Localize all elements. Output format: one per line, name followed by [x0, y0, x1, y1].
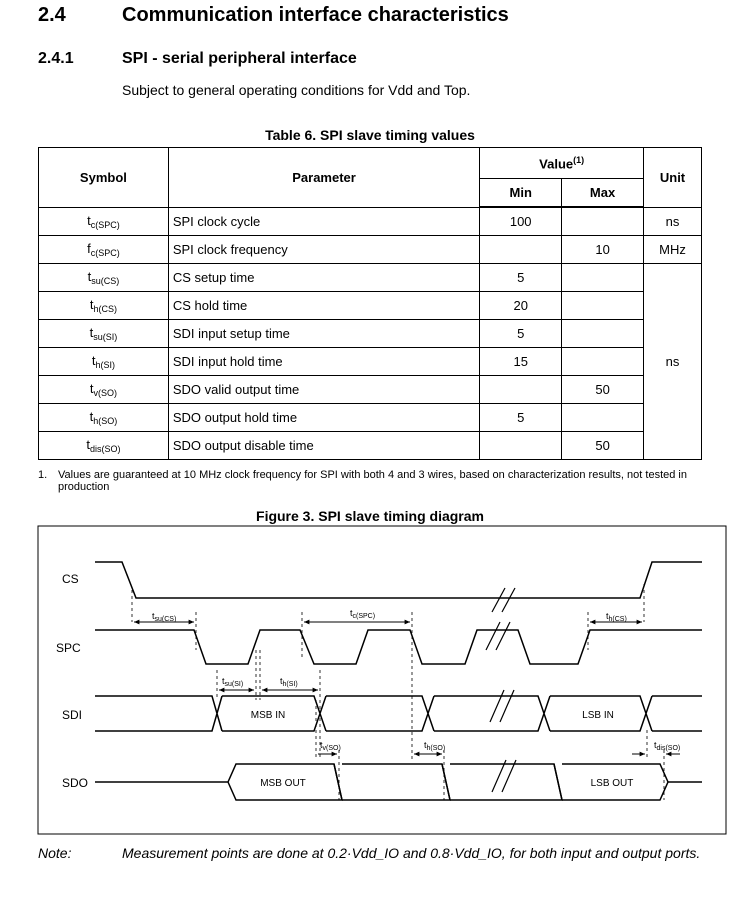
header-parameter: Parameter — [168, 148, 479, 208]
sdo-label: SDO — [62, 776, 89, 790]
figure-caption: Figure 3. SPI slave timing diagram — [256, 508, 484, 524]
parameter-cell: SDO valid output time — [168, 376, 479, 404]
sdi-label: SDI — [62, 708, 83, 722]
parameter-cell: SPI clock cycle — [168, 207, 479, 236]
subsection-number: 2.4.1 — [38, 50, 74, 67]
parameter-cell: SDI input setup time — [168, 320, 479, 348]
unit-cell: MHz — [644, 236, 702, 264]
footnote-text: Values are guaranteed at 10 MHz clock frequency for SPI with both 4 and 3 wires, based on characterization results, not tested in production — [58, 469, 687, 493]
parameter-cell: CS hold time — [168, 292, 479, 320]
tc-spc-label: $t_{c(SPC)}$ — [350, 608, 376, 620]
min-cell: 20 — [480, 292, 562, 320]
min-cell: 5 — [480, 404, 562, 432]
symbol-cell: $t_{h(SO)}$ — [39, 404, 169, 432]
note-text: Measurement points are done at 0.2·Vdd_IO and 0.8·Vdd_IO, for both input and output ports. — [122, 845, 701, 861]
max-cell: 50 — [562, 432, 644, 460]
symbol-cell: $t_{v(SO)}$ — [39, 376, 169, 404]
spc-waveform — [95, 630, 702, 664]
parameter-cell: SDO output hold time — [168, 404, 479, 432]
max-cell: 10 — [562, 236, 644, 264]
parameter-cell: CS setup time — [168, 264, 479, 292]
unit-cell-merged: ns — [644, 264, 702, 460]
min-cell: 15 — [480, 348, 562, 376]
symbol-cell: $t_{su(CS)}$ — [39, 264, 169, 292]
cs-waveform — [95, 562, 702, 598]
note-label: Note: — [38, 845, 72, 861]
cs-label: CS — [62, 572, 79, 586]
lsb-out-label: LSB OUT — [590, 778, 634, 789]
header-symbol: Symbol — [39, 148, 169, 208]
tsu-si-label: $t_{su(SI)}$ — [222, 676, 244, 688]
msb-in-label: MSB IN — [250, 710, 286, 721]
timing-guides — [132, 584, 664, 800]
min-cell: 100 — [480, 207, 562, 236]
th-cs-label: $t_{h(CS)}$ — [606, 611, 627, 623]
msb-out-label: MSB OUT — [260, 778, 306, 789]
header-max: Max — [562, 179, 644, 208]
intro-text: Subject to general operating conditions for Vdd and Top. — [122, 82, 471, 98]
parameter-cell: SDI input hold time — [168, 348, 479, 376]
min-cell: 5 — [480, 264, 562, 292]
spc-label: SPC — [56, 641, 81, 655]
parameter-cell: SPI clock frequency — [168, 236, 479, 264]
symbol-cell: $t_{c(SPC)}$ — [39, 207, 169, 236]
subsection-title: SPI - serial peripheral interface — [122, 50, 357, 67]
tdis-so-label: $t_{dis(SO)}$ — [654, 740, 681, 752]
symbol-cell: $t_{h(SI)}$ — [39, 348, 169, 376]
time-break-marks — [486, 588, 516, 792]
th-si-label: $t_{h(SI)}$ — [280, 676, 298, 688]
section-title: Communication interface characteristics — [122, 4, 509, 26]
max-cell: 50 — [562, 376, 644, 404]
timing-arrows — [134, 622, 680, 754]
symbol-cell: $t_{dis(SO)}$ — [39, 432, 169, 460]
parameter-cell: SDO output disable time — [168, 432, 479, 460]
header-unit: Unit — [644, 148, 702, 208]
symbol-cell: $t_{su(SI)}$ — [39, 320, 169, 348]
lsb-in-label: LSB IN — [582, 710, 614, 721]
footnote-number: 1. — [38, 469, 48, 481]
th-so-label: $t_{h(SO)}$ — [424, 740, 446, 752]
header-value: Value$^{(1)}$ — [480, 148, 644, 179]
symbol-cell: $f_{c(SPC)}$ — [39, 236, 169, 264]
tv-so-label: $t_{v(SO)}$ — [320, 740, 341, 752]
min-cell: 5 — [480, 320, 562, 348]
table-caption: Table 6. SPI slave timing values — [265, 127, 475, 143]
section-number: 2.4 — [38, 4, 66, 26]
header-min: Min — [480, 179, 562, 208]
tsu-cs-label: $t_{su(CS)}$ — [152, 611, 177, 623]
unit-cell: ns — [644, 207, 702, 236]
symbol-cell: $t_{h(CS)}$ — [39, 292, 169, 320]
